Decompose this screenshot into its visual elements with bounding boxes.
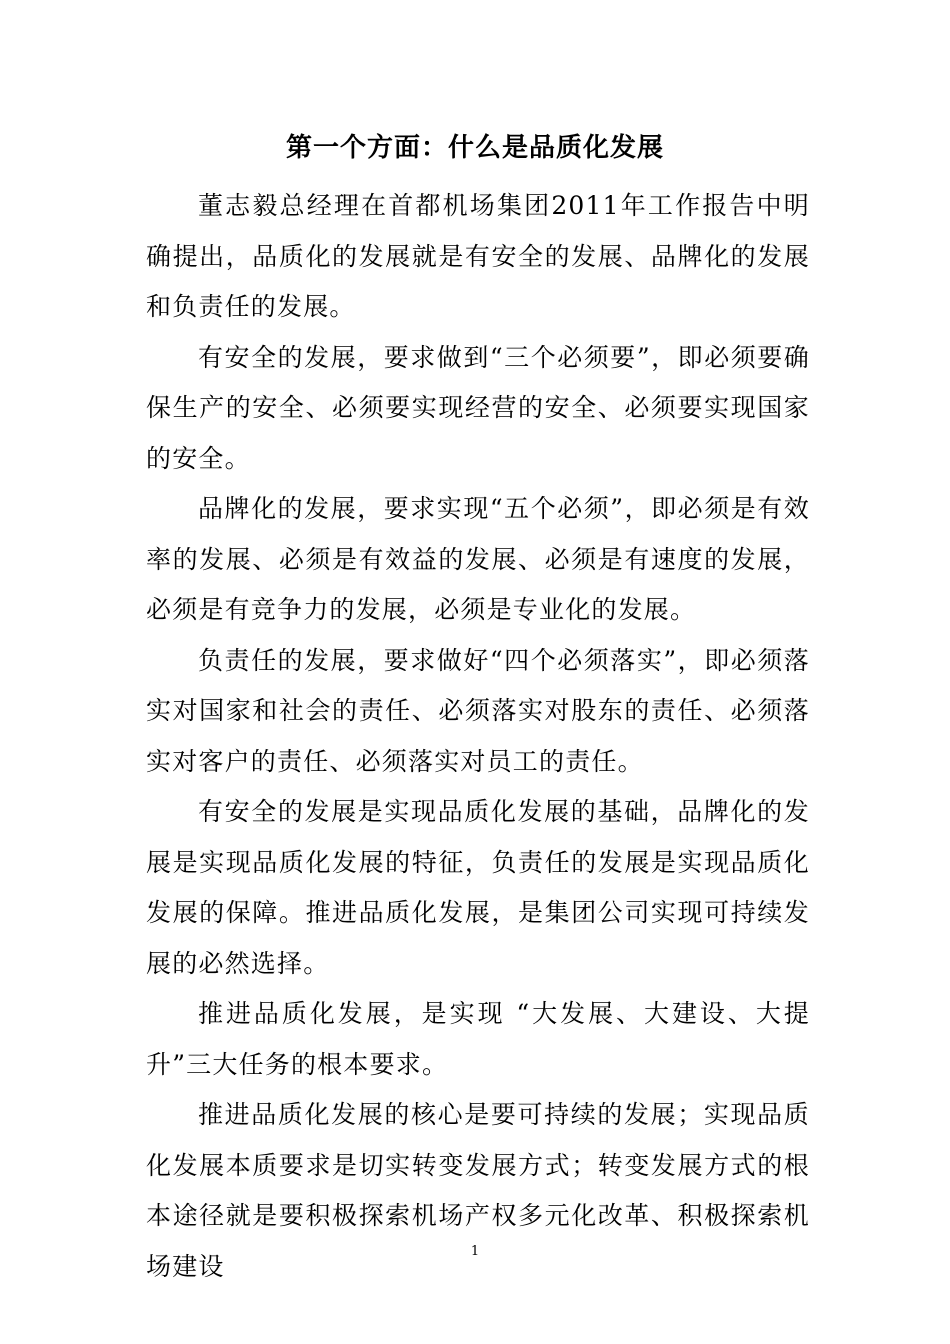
paragraph-5: 有安全的发展是实现品质化发展的基础，品牌化的发展是实现品质化发展的特征，负责任的发展是实现品质化发展的保障。推进品质化发展，是集团公司实现可持续发展的必然选择。	[146, 797, 810, 978]
paragraph-7: 推进品质化发展的核心是要可持续的发展；实现品质化发展本质要求是切实转变发展方式；转变发展方式的根本途径就是要积极探索机场产权多元化改革、积极探索机场建设	[146, 1100, 810, 1281]
page-number: 1	[470, 1244, 480, 1259]
paragraph-1: 董志毅总经理在首都机场集团2011年工作报告中明确提出，品质化的发展就是有安全的发展、品牌化的发展和负责任的发展。	[146, 191, 810, 321]
paragraph-2: 有安全的发展，要求做到“三个必须要”，即必须要确保生产的安全、必须要实现经营的安全、必须要实现国家的安全。	[146, 342, 810, 473]
body-text	[146, 181, 810, 1292]
paragraph-6: 推进品质化发展，是实现 “大发展、大建设、大提升”三大任务的根本要求。	[146, 999, 810, 1079]
paragraph-4: 负责任的发展，要求做好“四个必须落实”，即必须落实对国家和社会的责任、必须落实对股东的责任、必须落实对客户的责任、必须落实对员工的责任。	[146, 645, 810, 776]
paragraph-3: 品牌化的发展，要求实现“五个必须”，即必须是有效率的发展、必须是有效益的发展、必须是有速度的发展，必须是有竞争力的发展，必须是专业化的发展。	[146, 494, 810, 624]
section-title: 第一个方面：什么是品质化发展	[285, 133, 664, 163]
